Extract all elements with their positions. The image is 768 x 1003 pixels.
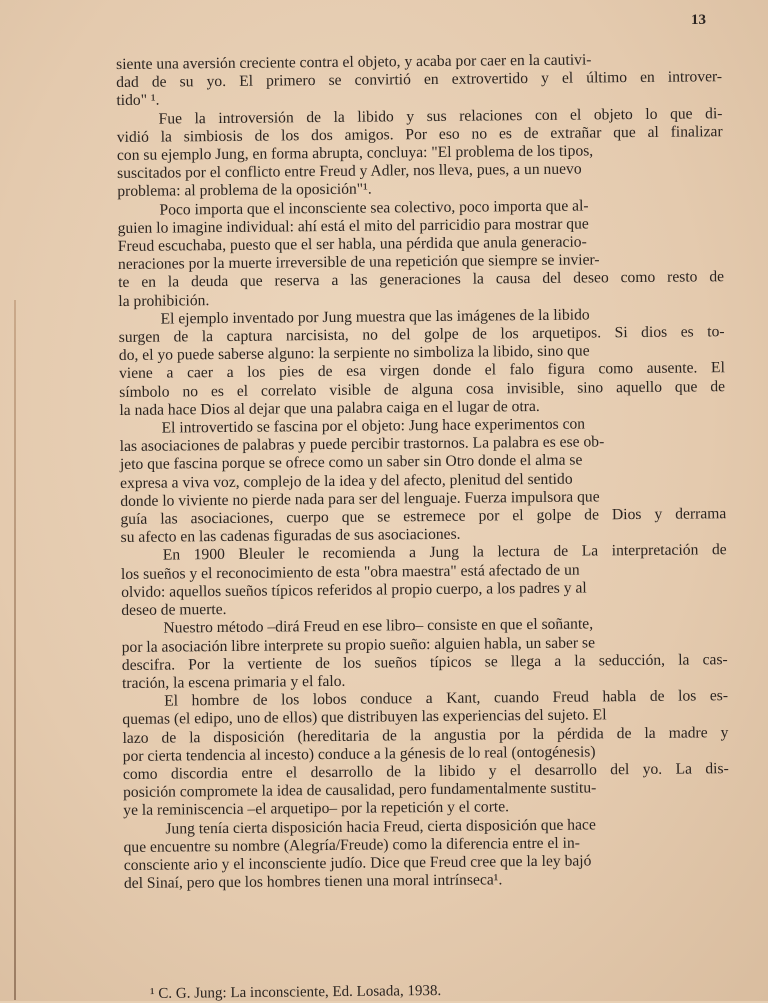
text-line: los sueños y el reconocimiento de esta "obra maestra" está afectado de un — [120, 561, 580, 583]
footnote: ¹ C. G. Jung: La inconsciente, Ed. Losada, 1938. — [150, 982, 442, 1002]
text-line: Poco importa que el inconsciente sea colectivo, poco importa que al- — [159, 197, 589, 219]
page-number: 13 — [691, 12, 706, 28]
text-line: dad de su yo. El primero se convirtió en extrovertido y el último en introver- — [116, 68, 723, 92]
text-line: El ejemplo inventado por Jung muestra que las imágenes de la libido — [160, 306, 590, 328]
text-line: problema: al problema de la oposición"¹. — [117, 180, 372, 201]
text-line: do, el yo puede saberse alguno: la serpiente no simboliza la libido, sino que — [118, 342, 590, 365]
text-line: Nuestro método –dirá Freud en ese libro– consiste en que el soñante, — [163, 615, 594, 637]
text-line: la nada hace Dios al dejar que una palabra caiga en el lugar de otra. — [119, 397, 540, 419]
text-line: deseo de muerte. — [121, 601, 227, 620]
text-line: Fue la introversión de la libido y sus relaciones con el objeto lo que di- — [158, 104, 723, 128]
text-line: viene a caer a los pies de esa virgen donde el falo figura como ausente. El — [118, 359, 725, 383]
text-line: neraciones por la muerte irreversible de una repetición que siempre se invier- — [117, 251, 600, 274]
text-line: siente una aversión creciente contra el objeto, y acaba por caer en la cautivi- — [116, 51, 592, 73]
text-line: vidió la simbiosis de los dos amigos. Por eso no es de extrañar que al finalizar — [116, 122, 723, 146]
page-edge-shadow — [14, 300, 16, 1000]
text-line: las asociaciones de palabras y puede percibir trastornos. La palabra es ese ob- — [119, 433, 605, 456]
text-line: te en la deuda que reserva a las generaciones la causa del deseo como resto de — [118, 268, 725, 292]
text-line: símbolo no es el correlato visible de alguna cosa invisible, sino aquello que de — [119, 377, 726, 401]
text-line: por cierta tendencia al incesto) conduce a la génesis de lo real (ontogénesis) — [122, 743, 596, 765]
text-line: El hombre de los lobos conduce a Kant, cuando Freud habla de los es- — [164, 687, 729, 710]
text-line: olvido: aquellos sueños típicos referidos al propio cuerpo, a los padres y al — [121, 579, 587, 601]
text-line: descifra. Por la vertiente de los sueños típicos se llega a la seducción, la cas- — [121, 650, 728, 674]
text-line: la prohibición. — [118, 291, 210, 310]
text-line: posición compromete la idea de causalidad, pero fundamentalmente sustitu- — [122, 779, 597, 802]
text-line: con su ejemplo Jung, en forma abrupta, concluya: "El problema de los tipos, — [116, 142, 594, 165]
text-line: consciente ario y el inconsciente judío. Dice que Freud cree que la ley bajó — [123, 852, 592, 874]
text-line: Freud escuchaba, puesto que el ser habla, una pérdida que anula generacio- — [117, 233, 587, 256]
text-line: El introvertido se fascina por el objeto: Jung hace experimentos con — [161, 415, 586, 437]
text-line: En 1900 Bleuler le recomienda a Jung la lectura de La interpretación de — [162, 541, 727, 565]
text-line: que encuentre su nombre (Alegría/Freude) como la diferencia entre el in- — [123, 834, 581, 856]
text-line: expresa a viva voz, complejo de la idea y del afecto, plenitud del sentido — [120, 470, 573, 492]
text-line: su afecto en las cadenas figuradas de sus asociaciones. — [120, 525, 461, 547]
text-line: quemas (el edipo, uno de ellos) que distribuyen las experiencias del sujeto. El — [122, 706, 607, 729]
text-line: por la asociación libre interprete su propio sueño: alguien habla, un saber se — [121, 633, 596, 656]
text-line: jeto que fascina porque se ofrece como un saber sin Otro donde el alma se — [119, 452, 583, 474]
text-line: ye la reminiscencia –el arquetipo– por la repetición y el corte. — [123, 798, 510, 820]
text-line: guía las asociaciones, cuerpo que se estremece por el golpe de Dios y derrama — [120, 505, 727, 529]
text-line: lazo de la disposición (hereditaria de la angustia por la pérdida de la madre y — [122, 723, 729, 747]
text-line: suscitados por el conflicto entre Freud y Adler, nos lleva, pues, a un nuevo — [117, 160, 582, 183]
text-line: surgen de la captura narcisista, no del golpe de los arquetipos. Si dios es to- — [118, 323, 725, 347]
text-line: tido" ¹. — [116, 91, 160, 110]
text-line: del Sinaí, pero que los hombres tienen una moral intrínseca¹. — [123, 871, 503, 893]
text-line: donde lo viviente no pierde nada para ser del lenguaje. Fuerza impulsora que — [120, 488, 600, 510]
text-line: tración, la escena primaria y el falo. — [121, 672, 346, 692]
body-text — [116, 50, 730, 893]
text-line: como discordia entre el desarrollo de la libido y el desarrollo del yo. La dis- — [122, 760, 729, 783]
text-line: guien lo imagine individual: ahí está el mito del parricidio para mostrar que — [117, 215, 589, 237]
text-line: Jung tenía cierta disposición hacia Freud, cierta disposición que hace — [165, 815, 596, 838]
